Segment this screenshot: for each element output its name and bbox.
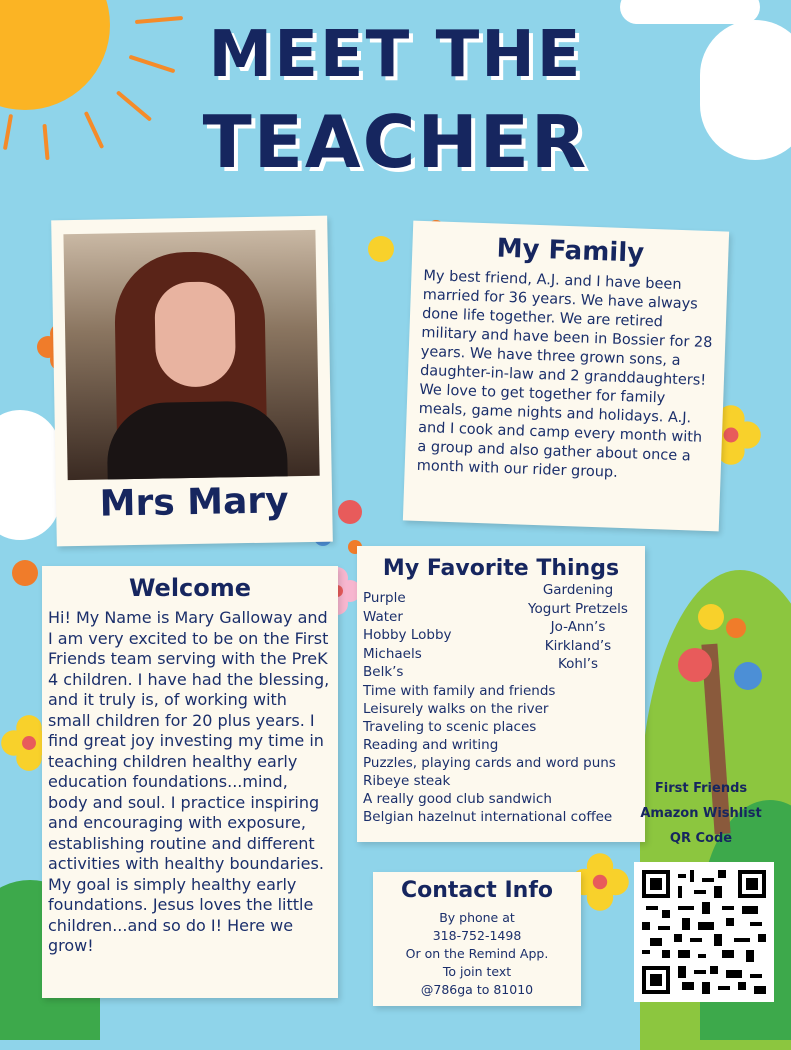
favorite-item: Puzzles, playing cards and word puns (363, 754, 616, 771)
favorite-item: Michaels (363, 645, 422, 662)
contact-phone: 318-752-1498 (432, 928, 522, 943)
favorite-item: Hobby Lobby (363, 627, 452, 643)
family-heading: My Family (496, 233, 645, 269)
qr-label (636, 776, 766, 851)
page-title-line2: TEACHER (202, 100, 589, 184)
favorite-item: Water (363, 608, 403, 625)
qr-code[interactable] (634, 862, 774, 1002)
favorites-heading: My Favorite Things (382, 556, 620, 581)
teacher-photo (63, 230, 319, 480)
dot-decoration (678, 648, 712, 682)
contact-card (373, 872, 581, 1006)
contact-heading: Contact Info (400, 878, 554, 903)
favorite-item: Belgian hazelnut international coffee (363, 808, 613, 825)
teacher-name: Mrs Mary (99, 480, 289, 525)
dot-decoration (698, 604, 724, 630)
dot-decoration (338, 500, 362, 524)
favorite-item: Jo-Ann’s (550, 619, 606, 635)
contact-remind-code: @786ga to 81010 (420, 982, 534, 997)
qr-label-line: First Friends (654, 781, 748, 796)
qr-code-icon (642, 870, 766, 994)
favorite-item: Purple (363, 590, 406, 606)
qr-label-line: Amazon Wishlist (640, 806, 762, 821)
favorites-column-left (363, 589, 523, 682)
welcome-text: Hi! My Name is Mary Galloway and I am very excited to be on the First Friends team serving with the PreK 4 children. I have had the blessing, and it truly is, of working with small children for 20 plus years. I find great joy investing my time in teaching children healthy early education foundations...mind, body and soul. I practice inspiring and encouraging with exposure, establishing routine and different activities with healthy boundaries. My goal is simply healthy early foundations. Jesus loves the little children...and so do I! Here we grow! (48, 608, 330, 955)
photo-card (51, 216, 333, 547)
favorite-item: A really good club sandwich (363, 790, 552, 807)
favorite-item: Yogurt Pretzels (528, 600, 628, 617)
favorite-item: Traveling to scenic places (363, 718, 537, 735)
favorite-item: Kohl’s (557, 656, 599, 672)
favorites-list (357, 682, 645, 826)
favorite-item: Gardening (542, 582, 614, 598)
cloud-decoration (0, 410, 60, 540)
contact-line: Or on the Remind App. (405, 946, 549, 961)
favorites-card (357, 546, 645, 842)
favorite-item: Reading and writing (363, 736, 499, 753)
family-card (403, 221, 729, 532)
favorites-column-right (523, 581, 633, 682)
contact-line: To join text (442, 964, 512, 979)
favorite-item: Time with family and friends (363, 682, 556, 699)
dot-decoration (368, 236, 394, 262)
dot-decoration (726, 618, 746, 638)
page-title-line1: MEET THE (208, 18, 583, 92)
welcome-heading: Welcome (128, 574, 252, 602)
qr-label-line: QR Code (669, 831, 733, 846)
favorite-item: Leisurely walks on the river (363, 700, 549, 717)
favorite-item: Ribeye steak (363, 772, 451, 789)
favorite-item: Kirkland’s (544, 637, 612, 654)
welcome-card (42, 566, 338, 998)
contact-line: By phone at (439, 910, 515, 925)
favorite-item: Belk’s (363, 664, 404, 680)
dot-decoration (12, 560, 38, 586)
dot-decoration (734, 662, 762, 690)
family-text: My best friend, A.J. and I have been married for 36 years. We have always done life together. We are retired military and have been in Bossier for 28 years. We have three grown sons, a daughter-in-law and 2 granddaughters! We love to get together for family meals, game nights and holidays. A.J. and I cook and camp every month with a group and also gather about once a month with our rider group. (416, 267, 713, 481)
